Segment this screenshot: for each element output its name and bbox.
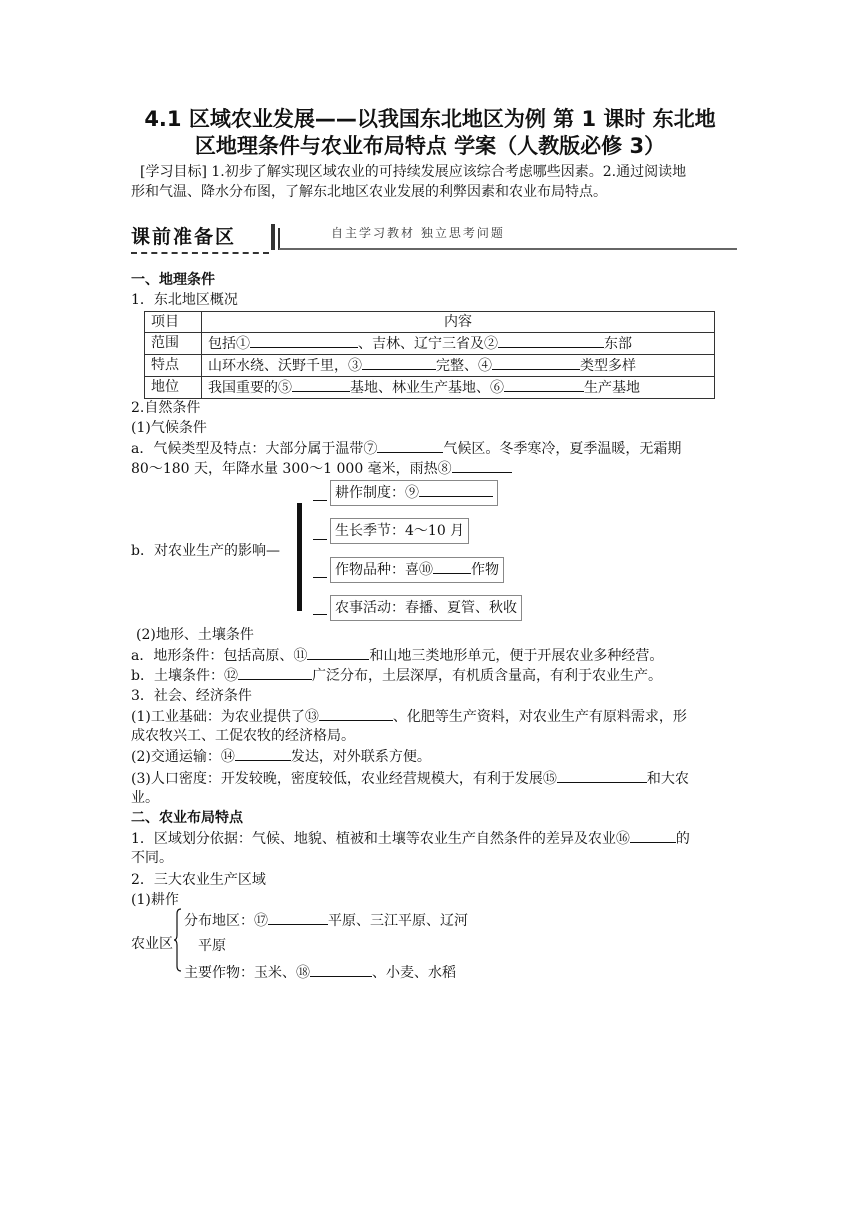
terrain-a: [131, 645, 663, 666]
row-content: [202, 377, 715, 399]
impact-box-activities: [330, 595, 522, 621]
overview-heading: 1．东北地区概况: [131, 292, 238, 308]
terrain-text: 广泛分布，土层深厚，有机质含量高，有利于农业生产。: [311, 668, 662, 684]
industry-text: (1)工业基础：为农业提供了⑬: [131, 709, 319, 725]
impact-box-cropping: [330, 480, 498, 506]
table-row: [145, 333, 715, 355]
impact-tick: [313, 500, 327, 501]
climate-line-1: [131, 438, 681, 459]
blank-13[interactable]: [319, 706, 393, 721]
blank-2[interactable]: [498, 333, 604, 348]
blank-7[interactable]: [377, 438, 443, 453]
terrain-heading: (2)地形、土壤条件: [136, 627, 254, 643]
banner-divider-thin: [278, 228, 280, 250]
impact-tick: [313, 577, 327, 578]
row-text: 我国重要的⑤: [208, 380, 292, 396]
division-line-2: 不同。: [131, 850, 173, 866]
table-header-item: 项目: [145, 312, 202, 333]
distribution-line-2: 平原: [198, 938, 226, 954]
blank-5[interactable]: [292, 377, 350, 392]
distribution-text: 平原、三江平原、辽河: [328, 913, 468, 929]
crops-text: 主要作物：玉米、⑱: [184, 965, 310, 981]
blank-12[interactable]: [238, 665, 312, 680]
blank-8[interactable]: [452, 458, 512, 473]
blank-11[interactable]: [307, 645, 369, 660]
section-1-heading: 一、地理条件: [131, 272, 215, 288]
row-text: 、吉林、辽宁三省及②: [358, 336, 498, 352]
brace-icon: [174, 908, 182, 972]
division-text: 1．区域划分依据：气候、地貌、植被和土壤等农业生产自然条件的差异及农业⑯: [131, 831, 630, 847]
row-text: 东部: [604, 336, 632, 352]
blank-16[interactable]: [630, 828, 676, 843]
table-header-row: [145, 312, 715, 333]
row-content: [202, 333, 715, 355]
blank-1[interactable]: [250, 333, 358, 348]
page-title-line-2: 区地理条件与农业布局特点 学案（人教版必修 3）: [194, 134, 666, 158]
climate-line-2: [131, 458, 512, 479]
banner-subtitle: 自主学习教材 独立思考问题: [331, 226, 505, 240]
table-row: [145, 377, 715, 399]
socio-economic-heading: 3．社会、经济条件: [131, 688, 252, 704]
population-text: (3)人口密度：开发较晚，密度较低，农业经营规模大，有利于发展⑮: [131, 771, 557, 787]
natural-conditions-heading: 2.自然条件: [131, 400, 201, 416]
objectives-line-2: 形和气温、降水分布图，了解东北地区农业发展的利弊因素和农业布局特点。: [131, 184, 607, 200]
row-label: 地位: [145, 377, 202, 399]
blank-18[interactable]: [310, 962, 372, 977]
population-line-2: 业。: [131, 790, 159, 806]
industry-line-1: [131, 706, 687, 727]
transport-text: 发达，对外联系方便。: [290, 749, 431, 765]
farming-region-label: 农业区: [131, 936, 173, 952]
banner-rule: [279, 248, 737, 250]
impact-text: 作物品种：喜⑩: [335, 562, 433, 578]
farming-heading: (1)耕作: [131, 892, 179, 908]
blank-15[interactable]: [557, 768, 647, 783]
banner-title: 课前准备区: [131, 222, 269, 254]
terrain-text: a．地形条件：包括高原、⑪: [131, 648, 308, 664]
objectives-line-1: [学习目标] 1.初步了解实现区域农业的可持续发展应该综合考虑哪些因素。2.通过阅读地: [140, 164, 687, 180]
row-text: 包括①: [208, 336, 250, 352]
blank-10[interactable]: [433, 559, 471, 574]
terrain-b: [131, 665, 662, 686]
table-header-content: 内容: [202, 312, 715, 333]
row-text: 山环水绕、沃野千里，③: [208, 358, 362, 374]
population-line-1: [131, 768, 689, 789]
section-banner: [131, 222, 737, 252]
climate-text: 气候区。冬季寒冷，夏季温暖，无霜期: [443, 441, 682, 457]
overview-table: [144, 311, 715, 399]
transport-text: (2)交通运输：⑭: [131, 749, 235, 765]
row-content: [202, 355, 715, 377]
blank-3[interactable]: [362, 355, 436, 370]
impact-text: 生长季节：4～10 月: [335, 523, 465, 539]
terrain-text: b．土壤条件：⑫: [131, 668, 238, 684]
impact-bracket: [297, 503, 302, 611]
impact-label: b．对农业生产的影响—: [131, 543, 280, 559]
crops-line: [184, 962, 456, 983]
distribution-line: [184, 910, 468, 931]
table-row: [145, 355, 715, 377]
population-text: 和大农: [646, 771, 689, 787]
impact-text: 耕作制度：⑨: [335, 485, 419, 501]
blank-9[interactable]: [419, 482, 493, 497]
impact-tick: [313, 539, 327, 540]
blank-6[interactable]: [504, 377, 584, 392]
row-label: 特点: [145, 355, 202, 377]
blank-14[interactable]: [235, 746, 291, 761]
blank-17[interactable]: [268, 910, 328, 925]
climate-text: a．气候类型及特点：大部分属于温带⑦: [131, 441, 378, 457]
blank-4[interactable]: [492, 355, 580, 370]
row-text: 生产基地: [584, 380, 640, 396]
terrain-text: 和山地三类地形单元，便于开展农业多种经营。: [369, 648, 664, 664]
climate-heading: (1)气候条件: [131, 420, 207, 436]
transport-line: [131, 746, 431, 767]
distribution-text: 分布地区：⑰: [184, 913, 268, 929]
row-text: 基地、林业生产基地、⑥: [350, 380, 504, 396]
row-label: 范围: [145, 333, 202, 355]
row-text: 完整、④: [436, 358, 492, 374]
impact-tick: [313, 614, 327, 615]
row-text: 类型多样: [580, 358, 636, 374]
impact-text: 农事活动：春播、夏管、秋收: [335, 600, 517, 616]
division-line-1: [131, 828, 690, 849]
industry-line-2: 成农牧兴工、工促农牧的经济格局。: [131, 728, 355, 744]
crops-text: 、小麦、水稻: [372, 965, 456, 981]
page-title-line-1: 4.1 区域农业发展——以我国东北地区为例 第 1 课时 东北地: [144, 107, 716, 131]
division-text: 的: [675, 831, 690, 847]
impact-box-season: [330, 518, 469, 544]
impact-box-crops: [330, 557, 504, 583]
impact-text: 作物: [471, 562, 499, 578]
industry-text: 、化肥等生产资料，对农业生产有原料需求，形: [392, 709, 687, 725]
banner-divider: [271, 224, 275, 250]
climate-text: 80～180 天，年降水量 300～1 000 毫米，雨热⑧: [131, 461, 452, 477]
regions-heading: 2．三大农业生产区域: [131, 872, 266, 888]
section-2-heading: 二、农业布局特点: [131, 810, 243, 826]
